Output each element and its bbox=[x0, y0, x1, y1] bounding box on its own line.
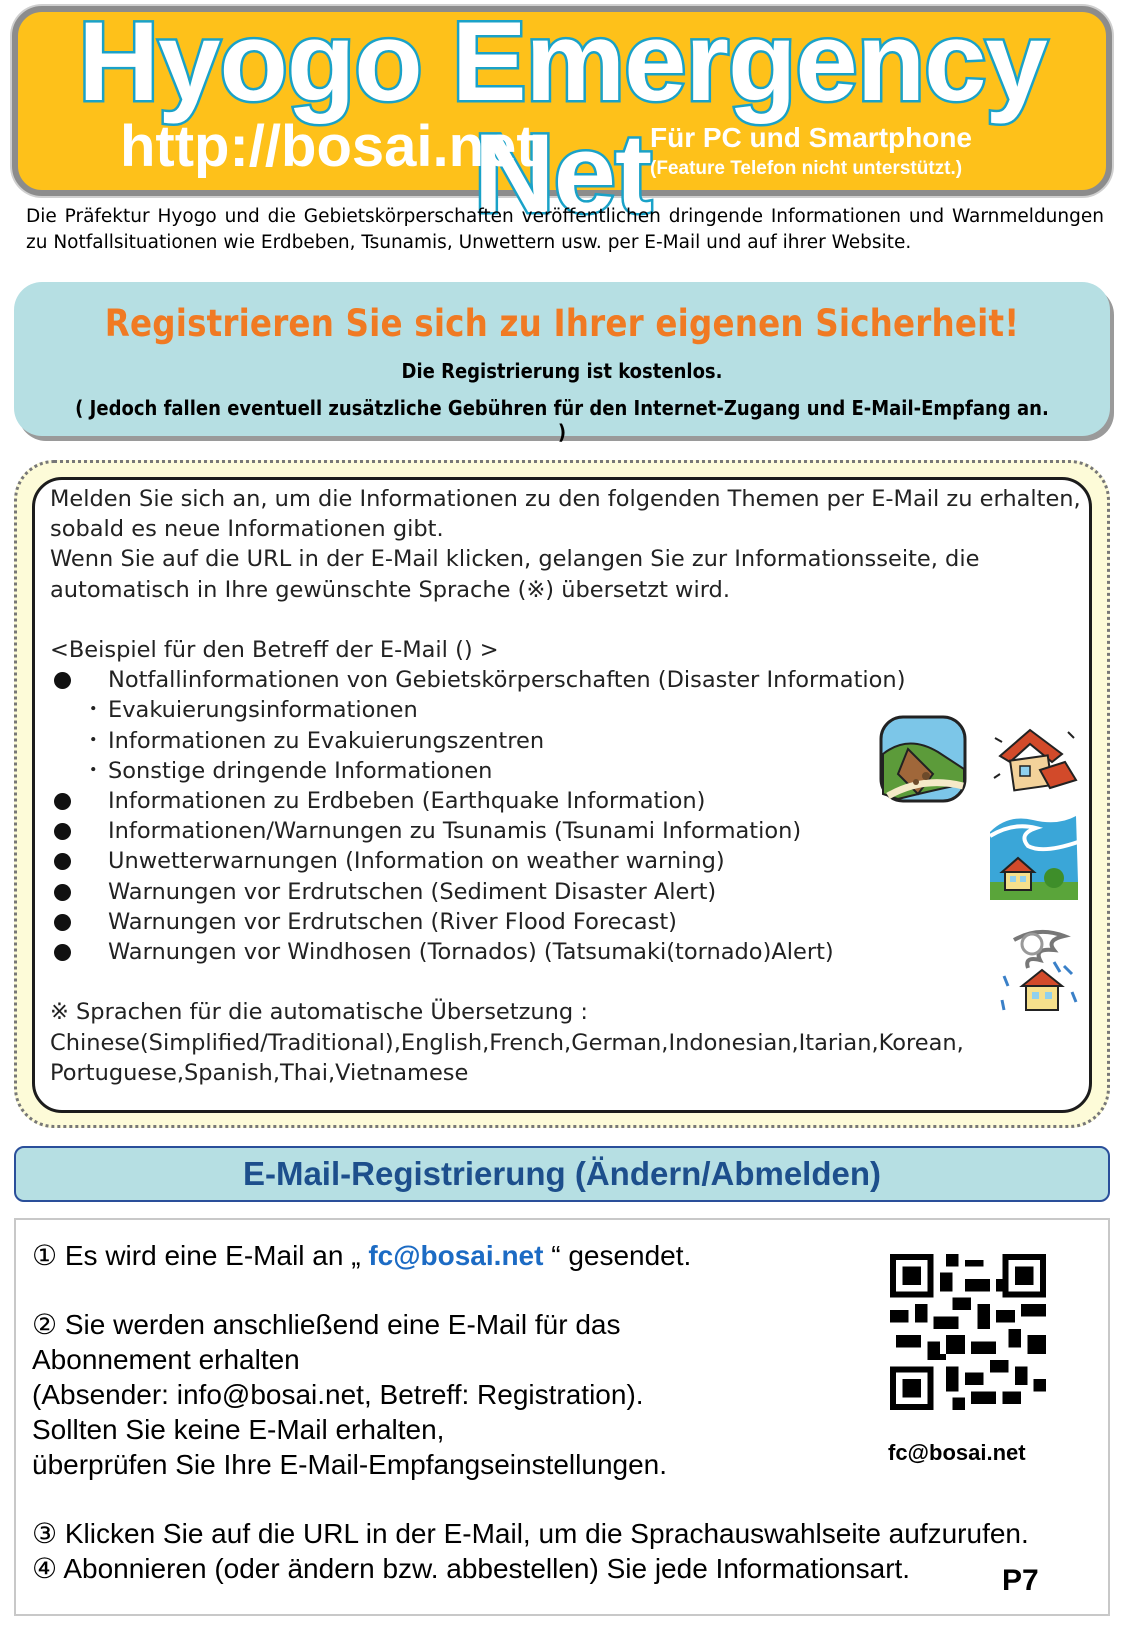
list-item: Informationen zu Erdbeben (Earthquake Information) bbox=[50, 786, 1090, 816]
intro-text: Die Präfektur Hyogo und die Gebietskörperschaften veröffentlichen dringende Informationen und Warnmeldungen zu Notfallsituationen wie Erdbeben, Tsunamis, Unwettern usw. per E-Mail und auf ihrer Website. bbox=[26, 206, 1104, 253]
bullet-icon bbox=[54, 914, 71, 931]
info-paragraph-1: Melden Sie sich an, um die Informationen zu den folgenden Themen per E-Mail zu erhalten, sobald es neue Informationen gibt. bbox=[50, 486, 1081, 543]
site-url-link[interactable]: http://bosai.net bbox=[120, 114, 536, 179]
step-4: ④ Abonnieren (oder ändern bzw. abbestellen) Sie jede Informationsart. bbox=[32, 1553, 911, 1584]
mail-registration-heading: E-Mail-Registrierung (Ändern/Abmelden) bbox=[14, 1146, 1110, 1202]
earthquake-house-icon bbox=[990, 718, 1080, 798]
feature-note: (Feature Telefon nicht unterstützt.) bbox=[650, 158, 963, 179]
bullet-icon bbox=[54, 823, 71, 840]
tsunami-icon bbox=[988, 812, 1080, 900]
list-subitem: ・ Informationen zu Evakuierungszentren bbox=[82, 727, 545, 754]
step-2: ② Sie werden anschließend eine E-Mail für das bbox=[32, 1309, 621, 1340]
registration-steps: ① Es wird eine E-Mail an „ fc@bosai.net “ gesendet. ② Sie werden anschließend eine E-Mail für das Abonnement erhalten (Absender: info@bosai.net, Betreff: Registration). Sollten Sie keine E-Mail erhalten, überprüfen Sie Ihre E-Mail-Empfangseinstellungen. ③ Klicken Sie auf die URL in der E-Mail, um die Sprachauswahlseite aufzurufen. ④ Abonnieren (oder ändern bzw. abbestellen) Sie jede Informationsart. bbox=[32, 1240, 1029, 1584]
page-title: Hyogo Emergency Net bbox=[78, 0, 1047, 236]
fees-note: ( Jedoch fallen eventuell zusätzliche Gebühren für den Internet-Zugang und E-Mail-Empfang an. ) bbox=[75, 396, 1049, 444]
list-item: Informationen/Warnungen zu Tsunamis (Tsunami Information) bbox=[50, 816, 1090, 846]
free-note: Die Registrierung ist kostenlos. bbox=[401, 359, 723, 383]
languages-list: Chinese(Simplified/Traditional),English,French,German,Indonesian,Itarian,Korean, Portuguese,Spanish,Thai,Vietnamese bbox=[50, 1029, 964, 1086]
info-paragraph-2: Wenn Sie auf die URL in der E-Mail klicken, gelangen Sie zur Informationsseite, die automatisch in Ihre gewünschte Sprache (※) übersetzt wird. bbox=[50, 546, 980, 603]
platform-label: Für PC und Smartphone bbox=[650, 122, 972, 153]
list-subitem: ・ Evakuierungsinformationen bbox=[82, 697, 418, 724]
list-item: Notfallinformationen von Gebietskörperschaften (Disaster Information) bbox=[50, 665, 1090, 695]
register-box bbox=[14, 282, 1110, 444]
list-subitem: ・ Sonstige dringende Informationen bbox=[82, 757, 493, 784]
list-item: Unwetterwarnungen (Information on weather warning) bbox=[50, 846, 1090, 876]
languages-heading: ※ Sprachen für die automatische Übersetzung : bbox=[50, 999, 588, 1026]
qr-email-label: fc@bosai.net bbox=[888, 1440, 1026, 1465]
bullet-icon bbox=[54, 944, 71, 961]
bullet-icon bbox=[54, 853, 71, 870]
bullet-icon bbox=[54, 793, 71, 810]
page-number: P7 bbox=[1002, 1564, 1039, 1597]
register-heading: Registrieren Sie sich zu Ihrer eigenen Sicherheit! bbox=[104, 302, 1020, 345]
example-heading: <Beispiel für den Betreff der E-Mail () > bbox=[50, 637, 499, 663]
list-item: Warnungen vor Erdrutschen (Sediment Disaster Alert) bbox=[50, 877, 1090, 907]
bullet-icon bbox=[54, 672, 71, 689]
step-1: ① Es wird eine E-Mail an „ fc@bosai.net “ gesendet. bbox=[32, 1240, 692, 1271]
email-link[interactable]: fc@bosai.net bbox=[368, 1240, 544, 1271]
list-item: Warnungen vor Erdrutschen (River Flood Forecast) bbox=[50, 907, 1090, 937]
list-item: Warnungen vor Windhosen (Tornados) (Tatsumaki(tornado)Alert) bbox=[50, 937, 1090, 967]
qr-code-icon[interactable] bbox=[890, 1254, 1046, 1410]
tornado-icon bbox=[994, 922, 1082, 1014]
bullet-icon bbox=[54, 884, 71, 901]
landslide-icon bbox=[878, 714, 968, 804]
step-3: ③ Klicken Sie auf die URL in der E-Mail, um die Sprachauswahlseite aufzurufen. bbox=[32, 1518, 1029, 1549]
